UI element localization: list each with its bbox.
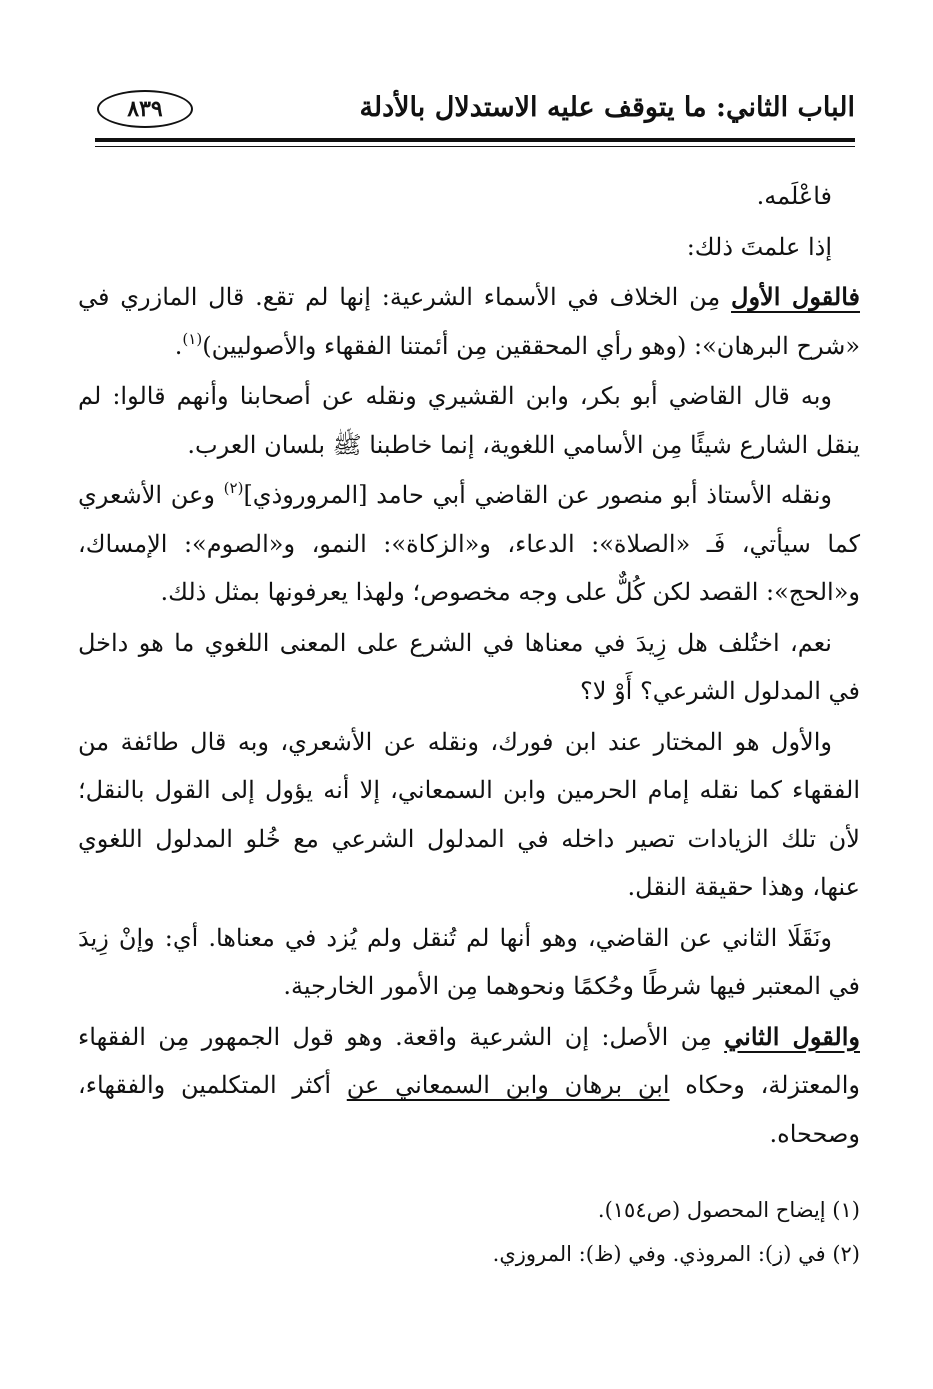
paragraph-3 xyxy=(78,273,860,370)
paragraph-5-text-a: ونقله الأستاذ أبو منصور عن القاضي أبي حامد [المروروذي] xyxy=(243,481,833,509)
footnote-ref-1: (١) xyxy=(182,329,203,348)
footnote-2: (٢) في (ز): المروذي. وفي (ظ): المروزي. xyxy=(492,1242,860,1266)
paragraph-5 xyxy=(78,471,860,617)
paragraph-1-text: فاعْلَمه. xyxy=(756,182,832,210)
paragraph-8-text: ونَقَلَا الثاني عن القاضي، وهو أنها لم تُنقل ولم يُزد في معناها. أي: وإنْ زِيدَ في المعتبر فيها شرطًا وحُكمًا ونحوهما مِن الأمور الخارجية. xyxy=(78,923,860,1000)
page-number: ٨٣٩ xyxy=(97,90,193,128)
paragraph-5-text-b: وعن الأشعري كما سيأتي، فَـ «الصلاة»: الدعاء، و«الزكاة»: النمو، و«الصوم»: الإمساك، و«الحج»: القصد لكن كُلٌّ على وجه مخصوص؛ ولهذا يعرفونها بمثل ذلك. xyxy=(78,481,860,606)
paragraph-7-text: والأول هو المختار عند ابن فورك، ونقله عن الأشعري، وبه قال طائفة من الفقهاء كما نقله إمام الحرمين وابن السمعاني، إلا أنه يؤول إلى القول بالنقل؛ لأن تلك الزيادات تصير داخله في المدلول الشرعي مع خُلو المدلول اللغوي عنها، وهذا حقيقة النقل. xyxy=(78,727,860,901)
paragraph-6 xyxy=(78,619,860,716)
header-rule-thin xyxy=(95,146,855,147)
footnote-ref-2: (٢) xyxy=(223,479,244,497)
page-header xyxy=(95,88,855,132)
paragraph-3-text: مِن الخلاف في الأسماء الشرعية: إنها لم تقع. قال المازري في «شرح البرهان»: (وهو رأي المحققين مِن أئمتنا الفقهاء والأصوليين) xyxy=(78,283,860,360)
paragraph-7 xyxy=(78,718,860,912)
paragraph-4 xyxy=(78,372,860,469)
chapter-title: الباب الثاني: ما يتوقف عليه الاستدلال بالأدلة xyxy=(359,92,855,123)
body-text xyxy=(78,172,860,1158)
paragraph-9-text-b: أكثر المتكلمين والفقهاء، وصححاه. xyxy=(78,1071,860,1148)
header-rule-thick xyxy=(95,138,855,142)
paragraph-2-text: إذا علمتَ ذلك: xyxy=(686,232,832,261)
second-opinion-heading: والقول الثاني xyxy=(724,1021,860,1051)
footnote-1: (١) إيضاح المحصول (ص١٥٤). xyxy=(597,1198,860,1222)
paragraph-6-text: نعم، اختُلف هل زِيدَ في معناها في الشرع على المعنى اللغوي ما هو داخل في المدلول الشرعي؟ أَوْ لا؟ xyxy=(78,628,860,705)
paragraph-9-underlined: ابن برهان وابن السمعاني عن xyxy=(346,1071,670,1099)
paragraph-9-text-a: مِن الأصل: إن الشرعية واقعة. وهو قول الجمهور مِن الفقهاء والمعتزلة، وحكاه xyxy=(78,1022,861,1099)
paragraph-1 xyxy=(78,172,860,221)
paragraph-9 xyxy=(78,1013,860,1159)
footnotes xyxy=(78,1188,860,1276)
paragraph-3-end: . xyxy=(174,331,183,360)
paragraph-4-text: وبه قال القاضي أبو بكر، وابن القشيري ونقله عن أصحابنا وأنهم قالوا: لم ينقل الشارع شيئًا مِن الأسامي اللغوية، إنما خاطبنا ﷺ بلسان العرب. xyxy=(78,382,860,459)
paragraph-2 xyxy=(78,223,860,272)
first-opinion-heading: فالقول الأول xyxy=(731,282,860,311)
paragraph-8 xyxy=(78,914,860,1011)
